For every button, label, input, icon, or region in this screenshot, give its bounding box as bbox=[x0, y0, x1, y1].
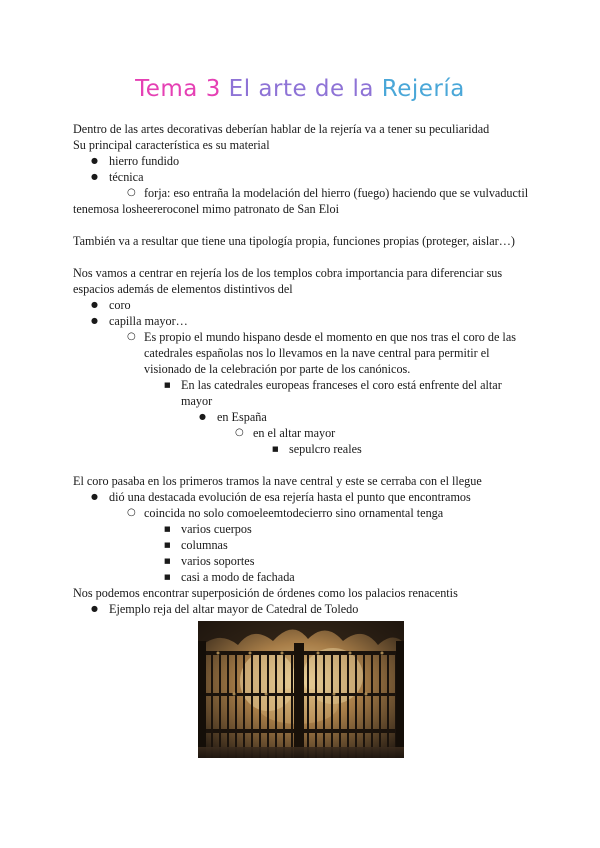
list-item: coro bbox=[109, 298, 131, 312]
grille-photo bbox=[198, 621, 404, 758]
list-item: varios soportes bbox=[181, 554, 255, 568]
bullet-disc-icon: ● bbox=[91, 172, 98, 181]
bullet-disc-icon: ● bbox=[199, 412, 206, 421]
list-item: forja: eso entraña la modelación del hierro (fuego) haciendo que se vulvaductil bbox=[144, 186, 529, 200]
list-item: En las catedrales europeas franceses el coro está enfrente del altar bbox=[181, 378, 502, 392]
bullet-disc-icon: ● bbox=[91, 492, 98, 501]
bullet-square-icon: ■ bbox=[164, 557, 171, 565]
text-line: visionado de la celebración por parte de los canónicos. bbox=[144, 362, 411, 376]
title-part-3: Rejería bbox=[381, 76, 465, 102]
list-item: varios cuerpos bbox=[181, 522, 252, 536]
list-item: Es propio el mundo hispano desde el momento en que nos tras el coro de las bbox=[144, 330, 516, 344]
bullet-square-icon: ■ bbox=[164, 541, 171, 549]
text-line: El coro pasaba en los primeros tramos la nave central y este se cerraba con el llegue bbox=[73, 474, 482, 488]
bullet-circle-icon: ○ bbox=[127, 187, 136, 198]
bullet-square-icon: ■ bbox=[164, 525, 171, 533]
text-line: mayor bbox=[181, 394, 213, 408]
list-item: coincida no solo comoeleemtodecierro sino ornamental tenga bbox=[144, 506, 444, 520]
bullet-square-icon: ■ bbox=[164, 381, 171, 389]
list-item: dió una destacada evolución de esa rejería hasta el punto que encontramos bbox=[109, 490, 471, 504]
bullet-square-icon: ■ bbox=[164, 573, 171, 581]
list-item: capilla mayor… bbox=[109, 314, 188, 328]
text-line: Su principal característica es su material bbox=[73, 138, 270, 152]
text-line: Nos podemos encontrar superposición de órdenes como los palacios renacentis bbox=[73, 586, 458, 600]
title-part-1: Tema 3 bbox=[135, 76, 221, 102]
bullet-disc-icon: ● bbox=[91, 156, 98, 165]
text-line: espacios además de elementos distintivos del bbox=[73, 282, 293, 296]
list-item: en el altar mayor bbox=[253, 426, 336, 440]
grille-photo-image bbox=[198, 621, 404, 758]
text-line: tenemosa losheereroconel mimo patronato de San Eloi bbox=[73, 202, 340, 216]
text-line: catedrales españolas nos lo llevamos en la nave central para permitir el bbox=[144, 346, 490, 360]
list-item: Ejemplo reja del altar mayor de Catedral de Toledo bbox=[109, 602, 359, 616]
list-item: hierro fundido bbox=[109, 154, 180, 168]
title-part-2: El arte de la bbox=[228, 76, 382, 102]
text-line: Dentro de las artes decorativas deberían hablar de la rejería va a tener su peculiaridad bbox=[73, 122, 490, 136]
text-line: Nos vamos a centrar en rejería los de los templos cobra importancia para diferenciar sus bbox=[73, 266, 503, 280]
list-item: sepulcro reales bbox=[289, 442, 362, 456]
bullet-circle-icon: ○ bbox=[127, 507, 136, 518]
list-item: técnica bbox=[109, 170, 144, 184]
text-line: También va a resultar que tiene una tipología propia, funciones propias (proteger, aislar…) bbox=[73, 234, 515, 248]
bullet-circle-icon: ○ bbox=[235, 427, 244, 438]
list-item: columnas bbox=[181, 538, 228, 552]
bullet-square-icon: ■ bbox=[272, 445, 279, 453]
list-item: en España bbox=[217, 410, 267, 424]
bullet-disc-icon: ● bbox=[91, 300, 98, 309]
bullet-circle-icon: ○ bbox=[127, 331, 136, 342]
page-title bbox=[0, 76, 600, 102]
list-item: casi a modo de fachada bbox=[181, 570, 295, 584]
bullet-disc-icon: ● bbox=[91, 604, 98, 613]
bullet-disc-icon: ● bbox=[91, 316, 98, 325]
